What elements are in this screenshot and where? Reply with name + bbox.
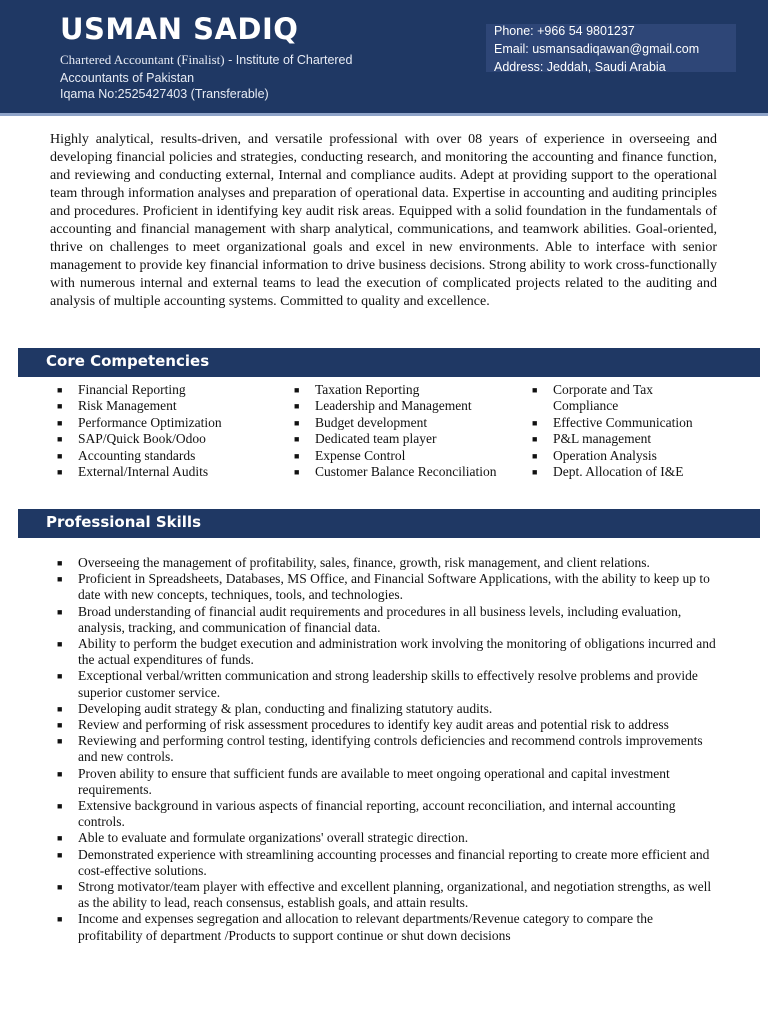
competency-item: ■ Accounting standards — [57, 447, 196, 463]
skill-item: ■ Review and performing of risk assessment procedures to identify key audit areas and potential risk to address — [57, 717, 669, 733]
core-competencies-bar — [18, 348, 760, 377]
bullet-square-icon: ■ — [57, 558, 63, 568]
competency-item: ■ SAP/Quick Book/Odoo — [57, 431, 206, 447]
skill-item: ■ Broad understanding of financial audit requirements and procedures in all business levels, including evaluation, analysis, tracking, and communication of financial data. — [57, 603, 682, 635]
skill-item: ■ Developing audit strategy & plan, conducting and finalizing statutory audits. — [57, 700, 493, 716]
skill-item: ■ Proven ability to ensure that sufficient funds are available to meet ongoing operational and capital investment requirements. — [57, 765, 670, 797]
bullet-square-icon: ■ — [57, 720, 63, 731]
skill-item: ■ Reviewing and performing control testing, identifying controls deficiencies and recommend controls improvements and new controls. — [57, 733, 703, 765]
skill-item: ■ Demonstrated experience with streamlining accounting processes and financial reporting to create more efficient and cost-effective solutions. — [57, 846, 710, 878]
core-competencies-heading: Core Competencies — [46, 352, 210, 370]
contact-address: Address: Jeddah, Saudi Arabia — [494, 60, 666, 74]
bullet-square-icon: ■ — [294, 467, 300, 478]
candidate-name: USMAN SADIQ — [60, 12, 299, 46]
competency-item: ■ Budget development — [294, 414, 428, 430]
bullet-square-icon: ■ — [57, 768, 63, 779]
bullet-square-icon: ■ — [57, 434, 63, 445]
bullet-square-icon: ■ — [532, 434, 538, 445]
competency-item: ■ Dedicated team player — [294, 431, 437, 447]
bullet-square-icon: ■ — [532, 417, 538, 428]
bullet-square-icon: ■ — [57, 914, 63, 925]
competency-item: ■ Taxation Reporting — [294, 382, 420, 397]
bullet-square-icon: ■ — [532, 467, 538, 478]
bullet-square-icon: ■ — [294, 434, 300, 445]
competency-item: ■ Financial Reporting — [57, 382, 186, 397]
professional-title — [60, 51, 400, 87]
skill-item: ■ Ability to perform the budget execution and administration work involving the monitoring of obligations incurred and the actual expenditures of funds. — [57, 636, 716, 668]
competencies-column-1 — [55, 382, 275, 480]
competency-item: ■ Dept. Allocation of I&E — [532, 464, 684, 480]
bullet-square-icon: ■ — [57, 671, 63, 682]
competencies-column-2 — [292, 382, 517, 480]
bullet-square-icon: ■ — [294, 401, 300, 412]
skill-item: ■ Strong motivator/team player with effective and excellent planning, organizational, and negotiation strengths, as well as the ability to lead, reach consensus, establish goals, and attain results. — [57, 879, 712, 911]
bullet-square-icon: ■ — [294, 385, 300, 395]
bullet-square-icon: ■ — [57, 385, 63, 395]
bullet-square-icon: ■ — [294, 417, 300, 428]
skill-item: ■ Proficient in Spreadsheets, Databases, MS Office, and Financial Software Applications, with the ability to keep up to date with new concepts, techniques, tools, and technologies. — [57, 571, 710, 603]
bullet-square-icon: ■ — [57, 574, 63, 585]
competency-item: ■ Performance Optimization — [57, 414, 222, 430]
professional-skills-bar — [18, 509, 760, 538]
competency-item: ■ P&L management — [532, 431, 652, 447]
bullet-square-icon: ■ — [294, 450, 300, 461]
profile-summary: Highly analytical, results-driven, and versatile professional with over 08 years of experience in overseeing and developing financial policies and strategies, conducting research, and monitoring the accounting and finance function, and reviewing and conducting external, Internal and compliance audits. Adept at providing support to the operational team through information analyses and preparation of operational data. Expertise in accounting and auditing principles and procedures. Proficient in identifying key audit risk areas. Equipped with a solid foundation in the fundamentals of accounting and financial management with sharp analytical, communications, and teamwork abilities. Goal-oriented, thrive on challenges to meet organizational goals and excel in new environments. Able to interface with senior management to provide key financial information to drive business decisions. Strong ability to work cross-functionally with numerous internal and external teams to lead the execution of complicated projects related to the auditing and analysis of multiple accounting systems. Committed to quality and excellence. — [50, 132, 717, 309]
competency-item: ■ Corporate and Tax Compliance — [532, 382, 654, 414]
competency-item: ■ Risk Management — [57, 398, 177, 414]
bullet-square-icon: ■ — [57, 801, 63, 812]
competency-item: ■ External/Internal Audits — [57, 464, 209, 480]
bullet-square-icon: ■ — [532, 450, 538, 461]
title-credential: Chartered Accountant (Finalist) — [60, 52, 225, 67]
professional-skills-list — [55, 555, 720, 944]
skill-item: ■ Able to evaluate and formulate organizations' overall strategic direction. — [57, 830, 469, 846]
contact-phone: Phone: +966 54 9801237 — [494, 24, 635, 38]
bullet-square-icon: ■ — [57, 606, 63, 617]
competencies-column-3 — [530, 382, 720, 480]
bullet-square-icon: ■ — [57, 703, 63, 714]
skill-item: ■ Exceptional verbal/written communication and strong leadership skills to effectively resolve problems and provide superior customer service. — [57, 668, 698, 700]
bullet-square-icon: ■ — [57, 882, 63, 893]
competency-item: ■ Effective Communication — [532, 414, 693, 430]
skill-item: ■ Extensive background in various aspects of financial reporting, account reconciliation, and internal accounting controls. — [57, 798, 676, 830]
contact-email: Email: usmansadiqawan@gmail.com — [494, 42, 700, 56]
bullet-square-icon: ■ — [57, 467, 63, 478]
bullet-square-icon: ■ — [57, 849, 63, 860]
bullet-square-icon: ■ — [57, 833, 63, 844]
bullet-square-icon: ■ — [532, 385, 538, 395]
bullet-square-icon: ■ — [57, 736, 63, 747]
bullet-square-icon: ■ — [57, 639, 63, 650]
professional-skills-heading: Professional Skills — [46, 513, 201, 531]
title-institute: - Institute of Chartered Accountants of Pakistan — [60, 53, 353, 85]
skill-item: ■ Income and expenses segregation and allocation to relevant departments/Revenue category to compare the profitability of department /Products to support continue or shut down decisions — [57, 911, 654, 943]
bullet-square-icon: ■ — [57, 401, 63, 412]
iqama-number: Iqama No:2525427403 (Transferable) — [60, 87, 269, 101]
competency-item: ■ Operation Analysis — [532, 447, 657, 463]
bullet-square-icon: ■ — [57, 450, 63, 461]
competency-item: ■ Customer Balance Reconciliation — [294, 464, 497, 480]
bullet-square-icon: ■ — [57, 417, 63, 428]
header-banner — [0, 0, 768, 116]
competency-item: ■ Expense Control — [294, 447, 406, 463]
competency-item: ■ Leadership and Management — [294, 398, 472, 414]
skill-item: ■ Overseeing the management of profitability, sales, finance, growth, risk management, and client relations. — [57, 555, 650, 570]
